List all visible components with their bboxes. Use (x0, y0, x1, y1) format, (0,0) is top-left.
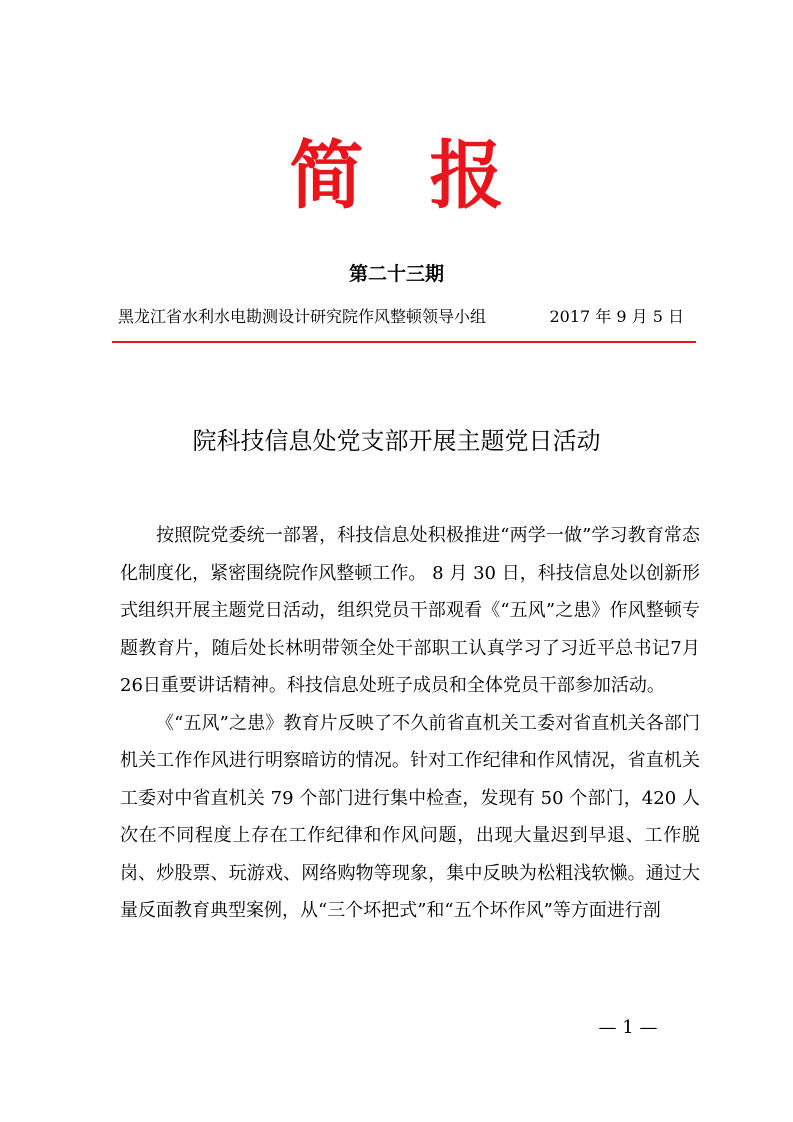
article-paragraph: 《“五风”之患》教育片反映了不久前省直机关工委对省直机关各部门机关工作作风进行明察暗访的情况。针对工作纪律和作风情况，省直机关工委对中省直机关 79 个部门进行集中检查，发现有 50 个部门，420 人次在不同程度上存在工作纪律和作风问题，出现大量迟到早退、工作脱岗、炒股票、玩游戏、网络购物等现象，集中反映为松粗浅软懒。通过大量反面教育典型案例，从“三个坏把式”和“五个坏作风”等方面进行剖 (120, 712, 700, 921)
article-body (120, 517, 700, 930)
red-divider (112, 341, 696, 343)
masthead-meta (118, 303, 698, 331)
article-paragraph: 按照院党委统一部署，科技信息处积极推进“两学一做”学习教育常态化制度化，紧密围绕院作风整顿工作。 8 月 30 日，科技信息处以创新形式组织开展主题党日活动，组织党员干部观看《“五风”之患》作风整顿专题教育片，随后处长林明带领全处干部职工认真学习了习近平总书记7月26日重要讲话精神。科技信息处班子成员和全体党员干部参加活动。 (120, 525, 700, 696)
page-number: — 1 — (598, 1017, 658, 1038)
issue-number: 第二十三期 (348, 263, 444, 285)
issue-date: 2017 年 9 月 5 日 (549, 307, 684, 326)
issuing-organization: 黑龙江省水利水电勘测设计研究院作风整顿领导小组 (118, 307, 487, 326)
masthead-title: 简报 (289, 133, 570, 219)
article-headline: 院科技信息处党支部开展主题党日活动 (192, 427, 601, 455)
